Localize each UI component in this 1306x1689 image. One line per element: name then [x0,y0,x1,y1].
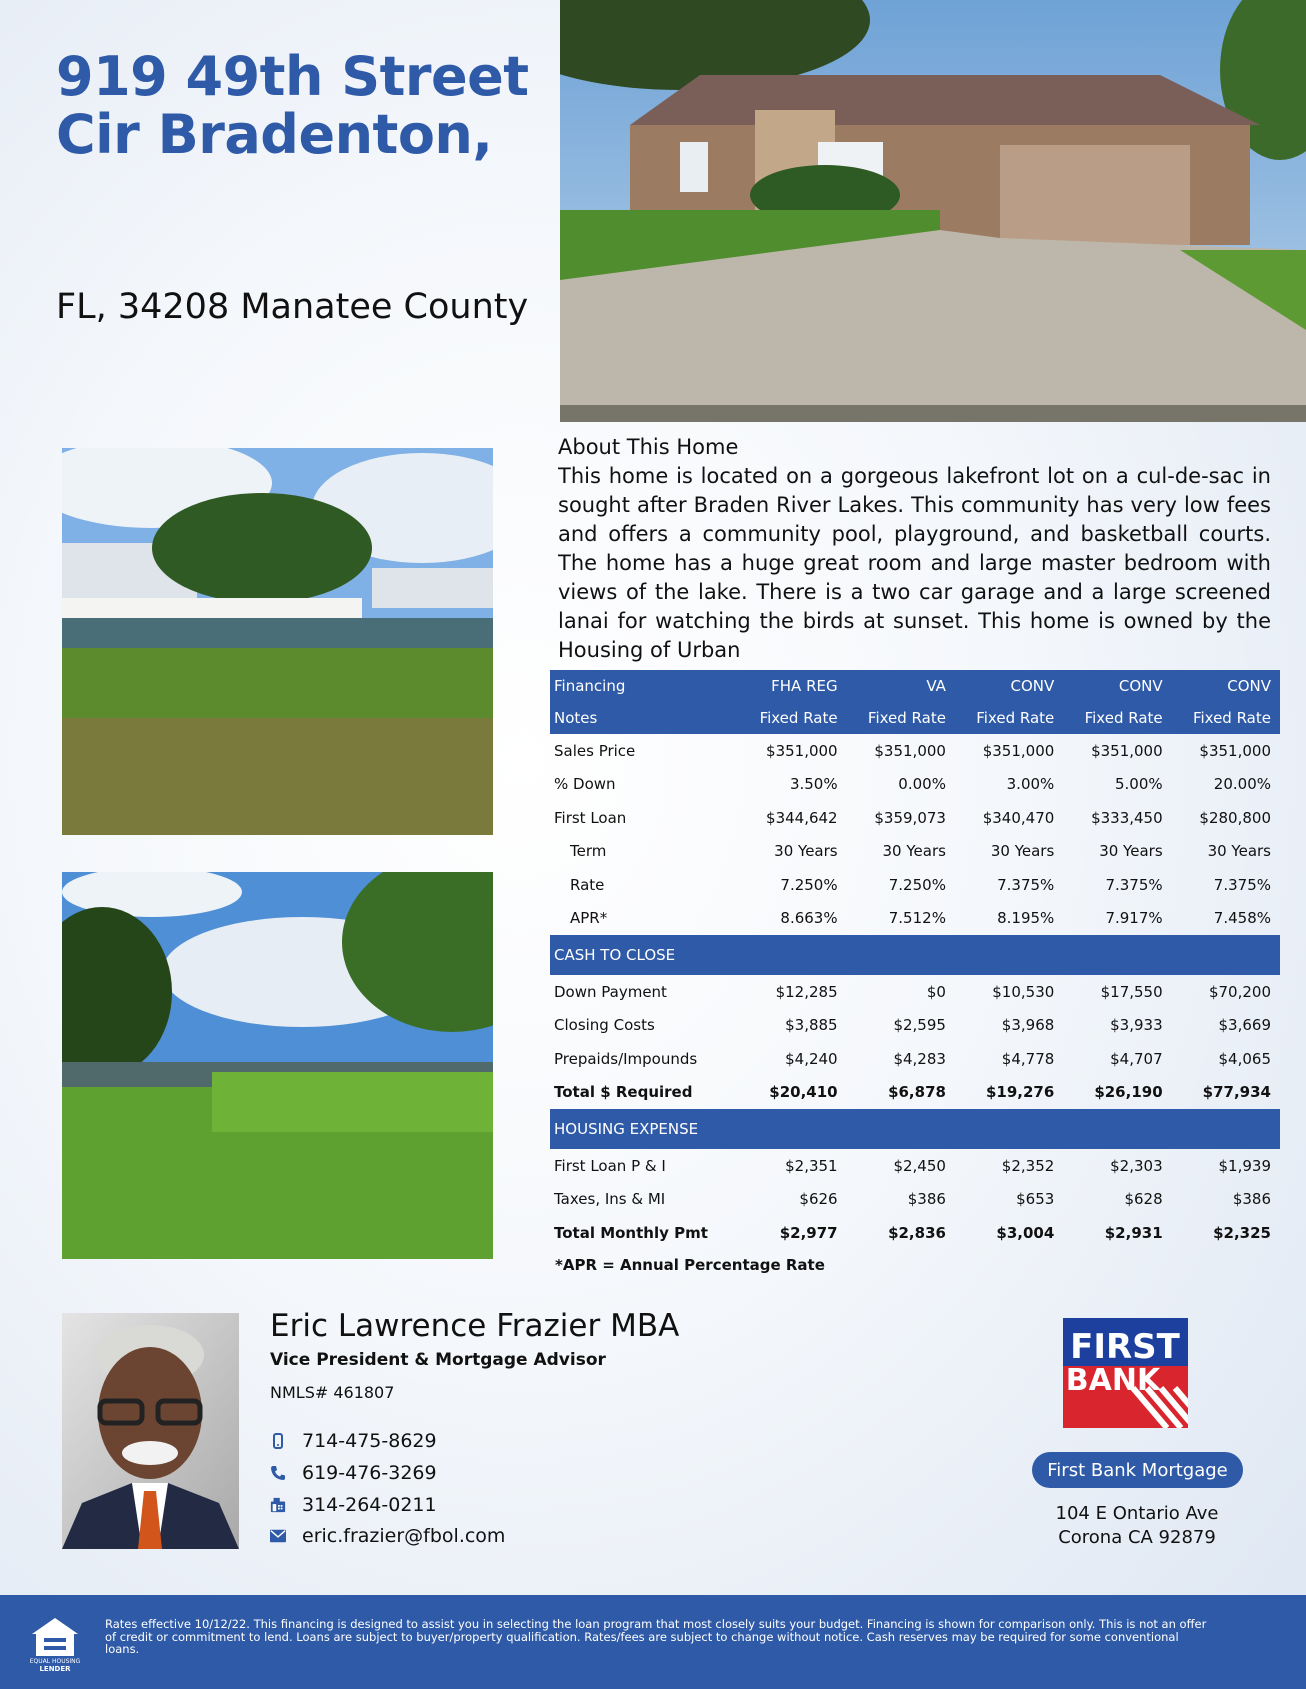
table-cell: $4,778 [1001,1049,1055,1068]
table-row [550,801,1280,835]
table-cell: $2,595 [893,1016,946,1035]
row-label: Total Monthly Pmt [554,1223,708,1242]
table-cell: $2,931 [1104,1223,1163,1242]
table-cell: 7.458% [1213,909,1271,928]
agent-portrait [62,1313,239,1549]
table-cell: $628 [1124,1190,1163,1209]
contact-mobile [270,1430,437,1452]
header-cell: CONV [955,670,1063,702]
table-cell: $280,800 [1199,808,1271,827]
address-line-2: Corona CA 92879 [1058,1527,1216,1548]
first-bank-logo [1063,1318,1188,1428]
table-row [550,768,1280,802]
table-cell: 5.00% [1114,775,1163,794]
table-cell: $4,283 [893,1049,946,1068]
row-label: Sales Price [554,741,636,760]
table-cell: $344,642 [766,808,838,827]
table-cell: $2,450 [893,1156,946,1175]
table-cell: 7.512% [888,909,946,928]
row-label: Rate [570,875,605,894]
table-cell: $351,000 [982,741,1055,760]
table-cell: $26,190 [1094,1083,1163,1102]
total-monthly-row [550,1216,1280,1250]
table-cell: $12,285 [775,982,838,1001]
phone-number[interactable]: 619-476-3269 [302,1462,437,1484]
table-cell: $19,276 [985,1083,1055,1102]
header-cell: Fixed Rate [1172,702,1280,734]
table-cell: 7.375% [997,875,1055,894]
table-cell: $351,000 [766,741,838,760]
apr-footnote: *APR = Annual Percentage Rate [555,1256,825,1274]
table-cell: $351,000 [1091,741,1163,760]
table-cell: $333,450 [1091,808,1163,827]
logo-text-first: FIRST [1070,1327,1180,1367]
table-cell: 3.00% [1006,775,1055,794]
header-cell: CONV [1172,670,1280,702]
fax-number[interactable]: 314-264-0211 [302,1494,437,1516]
table-row [550,1042,1280,1076]
table-cell: 0.00% [898,775,946,794]
table-cell: 3.50% [789,775,838,794]
table-cell: $351,000 [1199,741,1271,760]
table-cell: $351,000 [874,741,946,760]
header-cell: Fixed Rate [847,702,955,734]
table-cell: $3,669 [1218,1016,1271,1035]
agent-nmls: NMLS# 461807 [270,1383,395,1402]
table-cell: $3,885 [785,1016,838,1035]
phone-icon [270,1464,286,1482]
fax-icon [270,1496,286,1514]
header-cell: Fixed Rate [955,702,1063,734]
table-row [550,975,1280,1009]
table-cell: $6,878 [888,1083,946,1102]
table-cell: $626 [799,1190,838,1209]
table-cell: $4,240 [785,1049,838,1068]
logo-text-bank: BANK [1065,1363,1161,1398]
rates-disclaimer: Rates effective 10/12/22. This financing is designed to assist you in selecting the loan program that most closely suits your budget. Financing is shown for comparison only. This is not an offer of credit or commitment to lend. Loans are subject to buyer/property qualification. Rates/fees are subject to change without notice. Cash reserves may be required for some conventional loans. [105,1617,1207,1656]
contact-email [270,1525,505,1547]
table-cell: $70,200 [1208,982,1271,1001]
lake-photo-2 [62,872,493,1259]
table-cell: 7.250% [888,875,946,894]
agent-name: Eric Lawrence Frazier MBA [270,1308,680,1344]
table-row [550,902,1280,936]
contact-phone [270,1462,437,1484]
row-label: First Loan [554,808,627,827]
row-label: First Loan P & I [554,1156,666,1175]
table-cell: 7.917% [1105,909,1163,928]
housing-expense-heading-row [550,1109,1280,1149]
equal-housing-icon [30,1616,80,1672]
table-cell: $2,303 [1110,1156,1163,1175]
table-cell: $3,933 [1110,1016,1163,1035]
header-cell: Fixed Rate [738,702,846,734]
table-cell: $2,836 [888,1223,946,1242]
table-cell: $3,004 [996,1223,1055,1242]
table-cell: 7.250% [780,875,838,894]
table-cell: $4,065 [1218,1049,1271,1068]
table-header-row [550,702,1280,734]
contact-fax [270,1494,437,1516]
row-label: % Down [554,775,616,794]
lake-photo-1 [62,448,493,835]
table-cell: $2,325 [1213,1223,1271,1242]
row-label: Down Payment [554,982,667,1001]
row-label: Term [570,842,607,861]
section-heading: HOUSING EXPENSE [550,1109,1280,1149]
house-photo [560,0,1306,422]
mobile-icon [270,1432,286,1450]
table-cell: $2,352 [1001,1156,1055,1175]
total-required-row [550,1076,1280,1110]
table-cell: 8.663% [780,909,838,928]
table-cell: 30 Years [1099,842,1163,861]
table-row [550,1009,1280,1043]
table-cell: 30 Years [1207,842,1271,861]
about-body: This home is located on a gorgeous lakefront lot on a cul-de-sac in sought after Braden River Lakes. This community has very low fees and offers a community pool, playground, and basketball courts. The home has a huge great room and large master bedroom with views of the lake. There is a two car garage and a large screened lanai for watching the birds at sunset. This home is owned by the Housing of Urban [558,464,1271,662]
property-location: FL, 34208 Manatee County [56,287,529,327]
header-cell: Notes [550,702,738,734]
section-heading: CASH TO CLOSE [550,935,1280,975]
table-cell: 20.00% [1213,775,1271,794]
row-label: Closing Costs [554,1016,655,1035]
about-heading: About This Home [558,435,739,459]
table-cell: $77,934 [1202,1083,1271,1102]
table-cell: 7.375% [1213,875,1271,894]
table-cell: 8.195% [997,909,1055,928]
agent-title: Vice President & Mortgage Advisor [270,1350,606,1370]
table-cell: 7.375% [1105,875,1163,894]
table-header-row [550,670,1280,702]
first-bank-mortgage-button[interactable]: First Bank Mortgage [1032,1452,1243,1488]
header-cell: Fixed Rate [1063,702,1171,734]
table-cell: $340,470 [982,808,1055,827]
email-icon [270,1527,286,1545]
email-address[interactable]: eric.frazier@fbol.com [302,1525,506,1547]
about-section [558,433,1271,665]
table-row [550,734,1280,768]
table-cell: $2,977 [779,1223,838,1242]
address-line-1: 104 E Ontario Ave [1055,1503,1219,1524]
table-cell: $653 [1016,1190,1055,1209]
header-cell: FHA REG [738,670,846,702]
row-label: Taxes, Ins & MI [554,1190,666,1209]
row-label: Prepaids/Impounds [554,1049,698,1068]
table-cell: 30 Years [882,842,946,861]
table-cell: $2,351 [785,1156,838,1175]
table-row [550,1183,1280,1217]
property-address-title: 919 49th Street Cir Bradenton, [56,45,529,166]
table-cell: $4,707 [1110,1049,1163,1068]
table-cell: $20,410 [769,1083,838,1102]
table-cell: $386 [1232,1190,1271,1209]
table-cell: $1,939 [1218,1156,1271,1175]
cash-to-close-heading-row [550,935,1280,975]
header-cell: VA [847,670,955,702]
ehl-text-2: LENDER [39,1665,71,1672]
bank-address [1030,1502,1244,1550]
financing-table [550,670,1280,1250]
table-cell: $17,550 [1100,982,1163,1001]
row-label: Total $ Required [554,1083,693,1102]
table-cell: 30 Years [990,842,1055,861]
table-row [550,868,1280,902]
table-cell: $359,073 [874,808,946,827]
table-row [550,835,1280,869]
table-cell: 30 Years [774,842,838,861]
ehl-text-1: EQUAL HOUSING [30,1658,80,1665]
table-cell: $0 [926,982,946,1001]
table-cell: $10,530 [992,982,1055,1001]
table-cell: $3,968 [1001,1016,1055,1035]
header-cell: Financing [550,670,738,702]
row-label: APR* [570,909,608,928]
mobile-number[interactable]: 714-475-8629 [302,1430,437,1452]
table-row [550,1149,1280,1183]
header-cell: CONV [1063,670,1171,702]
table-cell: $386 [907,1190,946,1209]
